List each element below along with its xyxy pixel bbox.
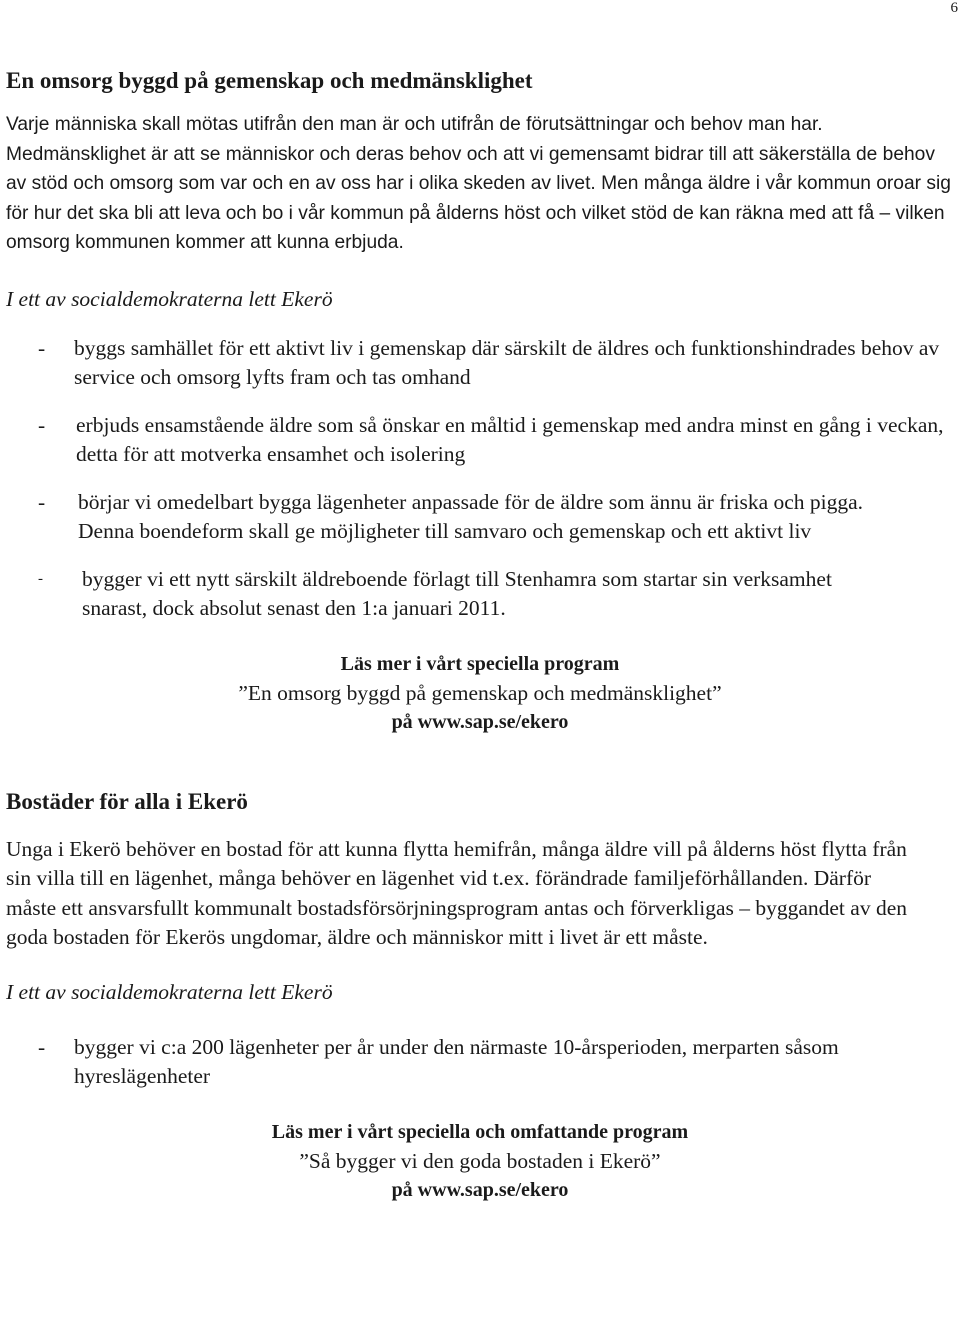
cta-heading: Läs mer i vårt speciella och omfattande program: [271, 1120, 689, 1143]
list-item-text: börjar vi omedelbart bygga lägenheter anpassade för de äldre som ännu är friska och pigga. Denna boendeform skall ge möjligheter till samvaro och gemenskap och ett aktivt liv: [78, 489, 864, 543]
document-body: [6, 66, 954, 1205]
list-item: [6, 565, 954, 624]
sub-heading: I ett av socialdemokraterna lett Ekerö: [6, 286, 333, 311]
program-link-text: på www.sap.se/ekero: [391, 1178, 569, 1201]
page-number: 6: [950, 0, 958, 16]
bullet-list: [6, 334, 954, 624]
list-item: [6, 334, 954, 393]
program-link-text: på www.sap.se/ekero: [391, 710, 569, 733]
paragraph-text: Varje människa skall mötas utifrån den man är och utifrån de förutsättningar och behov man har. Medmänsklighet är att se människor och deras behov och att vi gemensamt bidrar till att säkerställa de behov av stöd och omsorg som var och en av oss har i olika skeden av livet.: [6, 114, 935, 194]
bullet-dash: -: [38, 1034, 46, 1059]
bullet-list: [6, 1033, 954, 1092]
program-reference: [6, 1118, 954, 1205]
section-omsorg: [6, 66, 954, 737]
list-item: [6, 488, 954, 547]
list-item: [6, 1033, 954, 1092]
list-item: [6, 411, 954, 470]
bullet-dash: -: [38, 570, 43, 587]
bullet-dash: -: [38, 489, 46, 514]
section-heading: En omsorg byggd på gemenskap och medmänsklighet: [6, 68, 533, 93]
sub-heading: I ett av socialdemokraterna lett Ekerö: [6, 979, 333, 1004]
list-item-text: bygger vi c:a 200 lägenheter per år under den närmaste 10-årsperioden, merparten såsom hyreslägenheter: [74, 1034, 839, 1088]
cta-heading: Läs mer i vårt speciella program: [340, 652, 620, 675]
intro-paragraph: [6, 110, 954, 258]
intro-paragraph: Unga i Ekerö behöver en bostad för att kunna flytta hemifrån, många äldre vill på ålderns höst flytta från sin villa till en lägenhet, många behöver en lägenhet vid t.ex. förändrade familjeförhållanden. Därför måste ett ansvarsfullt kommunalt bostadsförsörjningsprogram antas och förverkligas – byggandet av den goda bostaden för Ekerös ungdomar, äldre och människor mitt i livet är ett måste.: [6, 836, 907, 949]
list-item-text: byggs samhället för ett aktivt liv i gemenskap där särskilt de äldres och funktionshindrades behov av service och omsorg lyfts fram och tas omhand: [74, 335, 940, 389]
list-item-text: erbjuds ensamstående äldre som så önskar en måltid i gemenskap med andra minst en gång i veckan, detta för att motverka ensamhet och isolering: [76, 412, 944, 466]
section-bostader: [6, 787, 954, 1205]
bullet-dash: -: [38, 412, 46, 437]
bullet-dash: -: [38, 335, 46, 360]
paragraph-text: Men många äldre i vår kommun oroar sig för hur det ska bli att leva och bo i vår kommun på ålderns höst och vilket stöd de kan räkna med att få – vilken omsorg kommunen kommer att kunna erbjuda.: [6, 173, 951, 253]
program-reference: [6, 650, 954, 737]
program-title: ”En omsorg byggd på gemenskap och medmänsklighet”: [238, 680, 722, 705]
section-heading: Bostäder för alla i Ekerö: [6, 788, 248, 814]
program-title: ”Så bygger vi den goda bostaden i Ekerö”: [299, 1148, 661, 1173]
list-item-text: bygger vi ett nytt särskilt äldreboende förlagt till Stenhamra som startar sin verksamhet snarast, dock absolut senast den 1:a januari 2011.: [82, 566, 832, 620]
